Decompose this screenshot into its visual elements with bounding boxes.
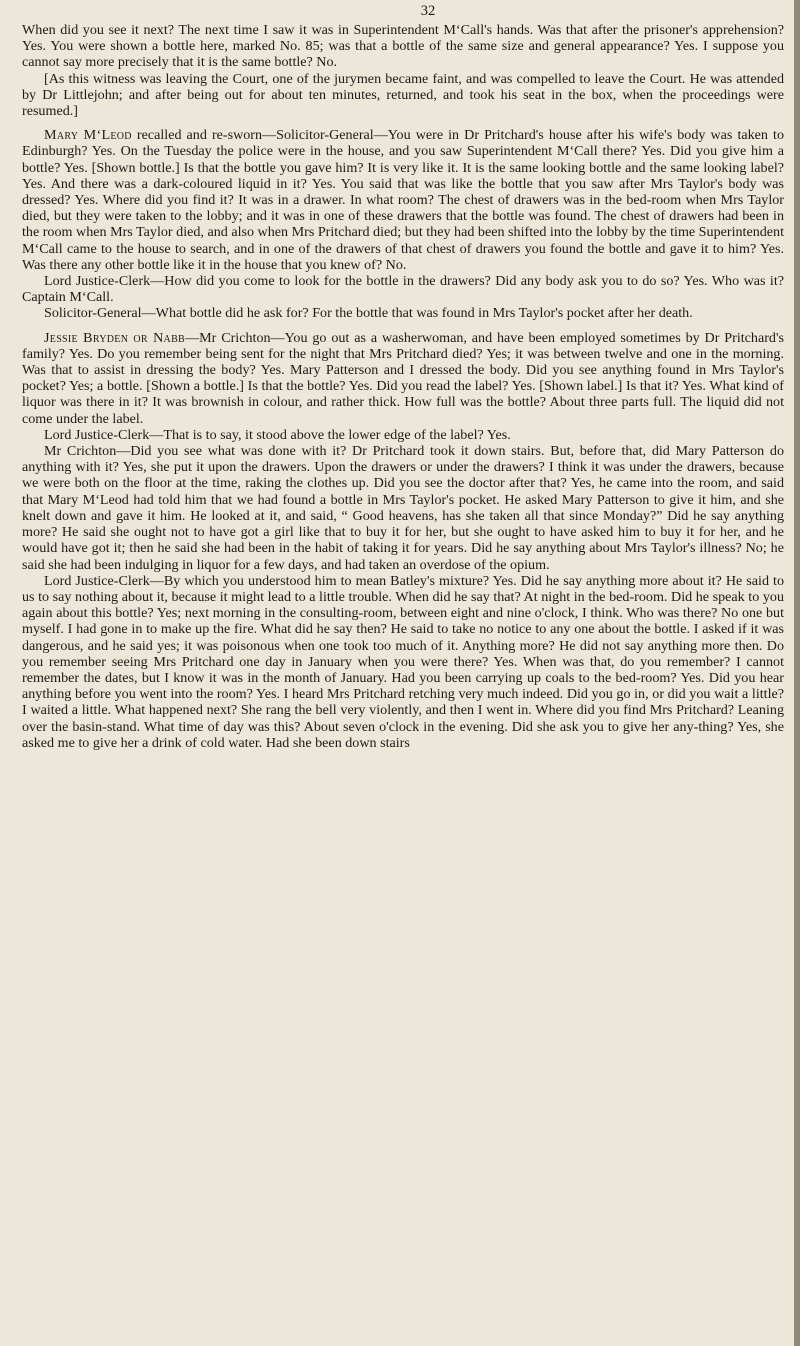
paragraph-3 (22, 127, 784, 273)
paragraph-8 (22, 443, 784, 573)
paragraph-5-text: Solicitor-General—What bottle did he ask for? For the bottle that was found in Mrs Taylor's pocket after her death. (44, 305, 693, 322)
paragraph-1-text: When did you see it next? The next time I saw it was in Superintendent M‘Call's hands. Was that after the prisoner's apprehension? Yes. You were shown a bottle here, marked No. 85; was that a bottle of the same size and general appearance? Yes. I suppose you cannot say more precisely that it is the same bottle? No. (22, 22, 784, 71)
page-number: 32 (420, 3, 436, 19)
paragraph-9-text: Lord Justice-Clerk—By which you understood him to mean Batley's mixture? Yes. Did he say anything more about it? He said to us to say nothing about it, because it might lead to a little trouble. When did he say that? At night in the bed-room. Did he speak to you again about this bottle? Yes; next morning in the consulting-room, between eight and nine o'clock, I think. Who was there? No one but myself. I had gone in to make up the fire. What did he say then? He said to take no notice to any one about the bottle. I asked if it was dangerous, and he said yes; it was poisonous when one took too much of it. Anything more? He did not say anything more then. Do you remember seeing Mrs Pritchard one day in January when you were there? Yes. When was that, do you remember? I cannot remember the dates, but I know it was in the month of January. Had you been carrying up coals to the bed-room? Yes. Did you hear anything before you went into the room? Yes. I heard Mrs Pritchard retching very much indeed. Did you go in, or did you wait a little? I waited a little. What happened next? She rang the bell very violently, and then I went in. Where did you find Mrs Pritchard? Leaning over the basin-stand. What time of day was this? About seven o'clock in the evening. Did she ask you to give her any-thing? Yes, she asked me to give her a drink of cold water. Had she been down stairs (22, 572, 784, 751)
witness-name: Jessie Bryden or Nabb (44, 329, 186, 346)
paragraph-7-text: Lord Justice-Clerk—That is to say, it stood above the lower edge of the label? Yes. (44, 426, 511, 443)
paragraph-5 (22, 305, 784, 321)
paragraph-6 (22, 330, 784, 427)
witness-name: Mary M‘Leod (44, 127, 132, 144)
paragraph-8-text: Mr Crichton—Did you see what was done with it? Dr Pritchard took it down stairs. But, before that, did Mary Patterson do anything with it? Yes, she put it upon the drawers. Upon the drawers or under the drawers? I think it was under the drawers, because we were both on the floor at the time, raking the clothes up. Did you see the doctor after that? Yes, he came into the room, and said that Mary M‘Leod had told him that we had found a bottle in Mrs Taylor's pocket. He asked Mary Patterson to give it him, and she knelt down and gave it him. He looked at it, and said, “ Good heavens, has she taken all that since Monday?” Did he say anything more? He said she ought not to have got a girl like that to buy it for her, but she ought to have asked him to buy it for her, and he would have got it; then he said she had been in the habit of taking it for years. Did he say anything about Mrs Taylor's illness? No; he said she had been indulging in liquor for a few days, and had taken an overdose of the opium. (22, 443, 784, 573)
paragraph-2-text: [As this witness was leaving the Court, one of the jurymen became faint, and was compelled to leave the Court. He was attended by Dr Littlejohn; and after being out for about ten minutes, returned, and took his seat in the box, when the proceedings were resumed.] (22, 70, 784, 120)
paragraph-4-text: Lord Justice-Clerk—How did you come to look for the bottle in the drawers? Did any body ask you to do so? Yes. Who was it? Captain M‘Call. (22, 273, 784, 306)
paragraph-4 (22, 273, 784, 305)
paragraph-7 (22, 427, 784, 443)
paragraph-9 (22, 573, 784, 751)
paragraph-6-text: —Mr Crichton—You go out as a washerwoman, and have been employed sometimes by Dr Pritchard's family? Yes. Do you remember being sent for the night that Mrs Pritchard died? Yes; it was between twelve and one in the morning. Was that to assist in dressing the body? Yes. Mary Patterson and I dressed the body. Did you see anything found in Mrs Taylor's pocket? Yes; a bottle. [Shown a bottle.] Is that the bottle? Yes. Did you read the label? Yes. [Shown label.] Is that it? Yes. What kind of liquor was there in it? It was brownish in colour, and rather thick. How full was the bottle? About three parts full. The liquid did not come under the label. (22, 329, 784, 427)
paragraph-1 (22, 22, 784, 71)
paragraph-2 (22, 71, 784, 120)
paragraph-3-text: recalled and re-sworn—Solicitor-General—You were in Dr Pritchard's house after his wife's body was taken to Edinburgh? Yes. On the Tuesday the police were in the house, and you saw Superintendent M‘Call there? Yes. Did you give him a bottle? Yes. [Shown bottle.] Is that the bottle you gave him? It is very like it. It is the same looking bottle and the same looking label? Yes. And there was a dark-coloured liquid in it? Yes. You said that was like the bottle that you saw after Mrs Taylor's body was dressed? Yes. Where did you find it? It was in a drawer. In what room? The chest of drawers was in the bed-room when Mrs Taylor died, but they were taken to the lobby; and it was in one of these drawers that the bottle was found. The chest of drawers had been in the room when Mrs Taylor died, and also when Mrs Pritchard died; but they had been shifted into the lobby by the time Superintendent M‘Call came to the house to search, and in one of the drawers of that chest of drawers you found the bottle and gave it to him? Yes. Was there any other bottle like it in the house that you knew of? No. (22, 127, 785, 273)
